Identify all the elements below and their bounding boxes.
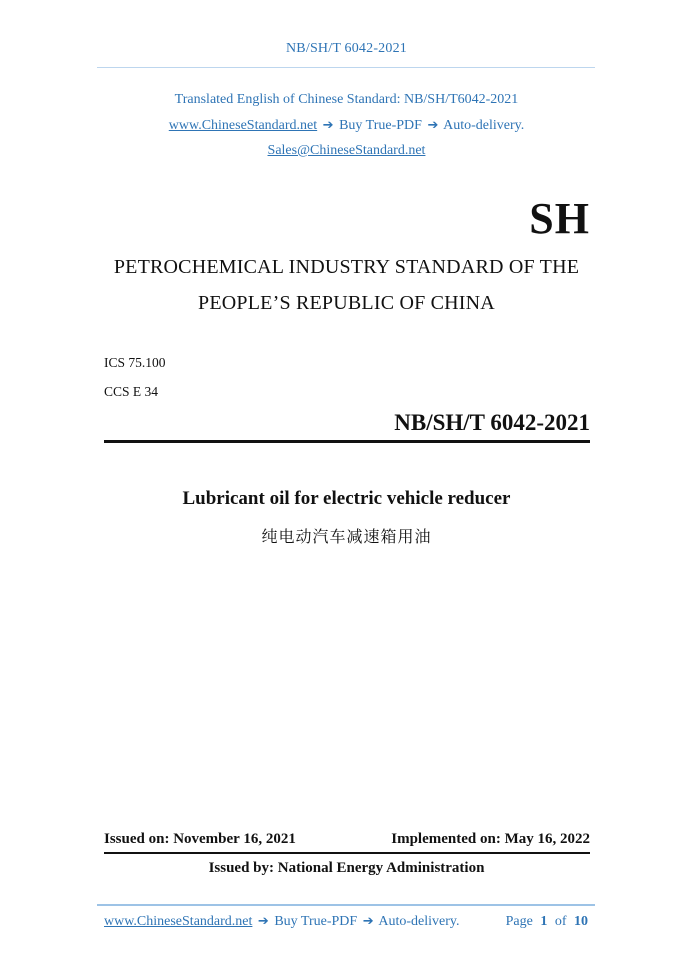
footer-auto-delivery-label: Auto-delivery. (378, 914, 460, 929)
arrow-right-icon: ➔ (427, 118, 439, 133)
ics-code: ICS 75.100 (104, 355, 166, 370)
org-name-line-1: PETROCHEMICAL INDUSTRY STANDARD OF THE (113, 256, 580, 278)
auto-delivery-label: Auto-delivery. (443, 118, 525, 133)
buy-true-pdf-label: Buy True-PDF (339, 118, 422, 133)
document-title-english: Lubricant oil for electric vehicle reducer (182, 488, 511, 509)
standard-number-divider (104, 440, 590, 443)
sh-logo: SH (529, 194, 590, 243)
implemented-on-date: Implemented on: May 16, 2022 (391, 831, 590, 847)
arrow-right-icon: ➔ (322, 118, 334, 133)
website-link[interactable]: www.ChineseStandard.net (168, 118, 318, 133)
footer-row (104, 914, 590, 930)
issued-on-date: Issued on: November 16, 2021 (104, 831, 296, 847)
footer-divider (97, 904, 595, 906)
footer-website-link[interactable]: www.ChineseStandard.net (104, 914, 253, 929)
page-current-number: 1 (540, 914, 548, 929)
org-name-line-2: PEOPLE’S REPUBLIC OF CHINA (198, 292, 495, 314)
footer-buy-true-pdf-label: Buy True-PDF (274, 914, 358, 929)
document-title-chinese: 纯电动汽车减速箱用油 (261, 529, 432, 546)
page-total-number: 10 (574, 914, 588, 929)
issue-dates-divider (104, 852, 590, 854)
issue-dates-row (104, 831, 590, 848)
ccs-code: CCS E 34 (104, 384, 159, 399)
arrow-right-icon: ➔ (362, 914, 374, 929)
page-label: Page (505, 914, 533, 929)
header-divider (97, 67, 595, 68)
header-email-line (0, 143, 693, 159)
arrow-right-icon: ➔ (257, 914, 269, 929)
header-doc-code: NB/SH/T 6042-2021 (286, 41, 407, 56)
page-of-label: of (554, 914, 567, 929)
issued-by-line: Issued by: National Energy Administration (208, 860, 485, 876)
standard-number: NB/SH/T 6042-2021 (394, 410, 590, 435)
footer-buy-line (104, 914, 459, 930)
header-buy-line (0, 118, 693, 134)
page-indicator (504, 914, 590, 930)
translated-standard-line: Translated English of Chinese Standard: NB/SH/T6042-2021 (174, 92, 519, 107)
sales-email-link[interactable]: Sales@ChineseStandard.net (267, 143, 426, 158)
